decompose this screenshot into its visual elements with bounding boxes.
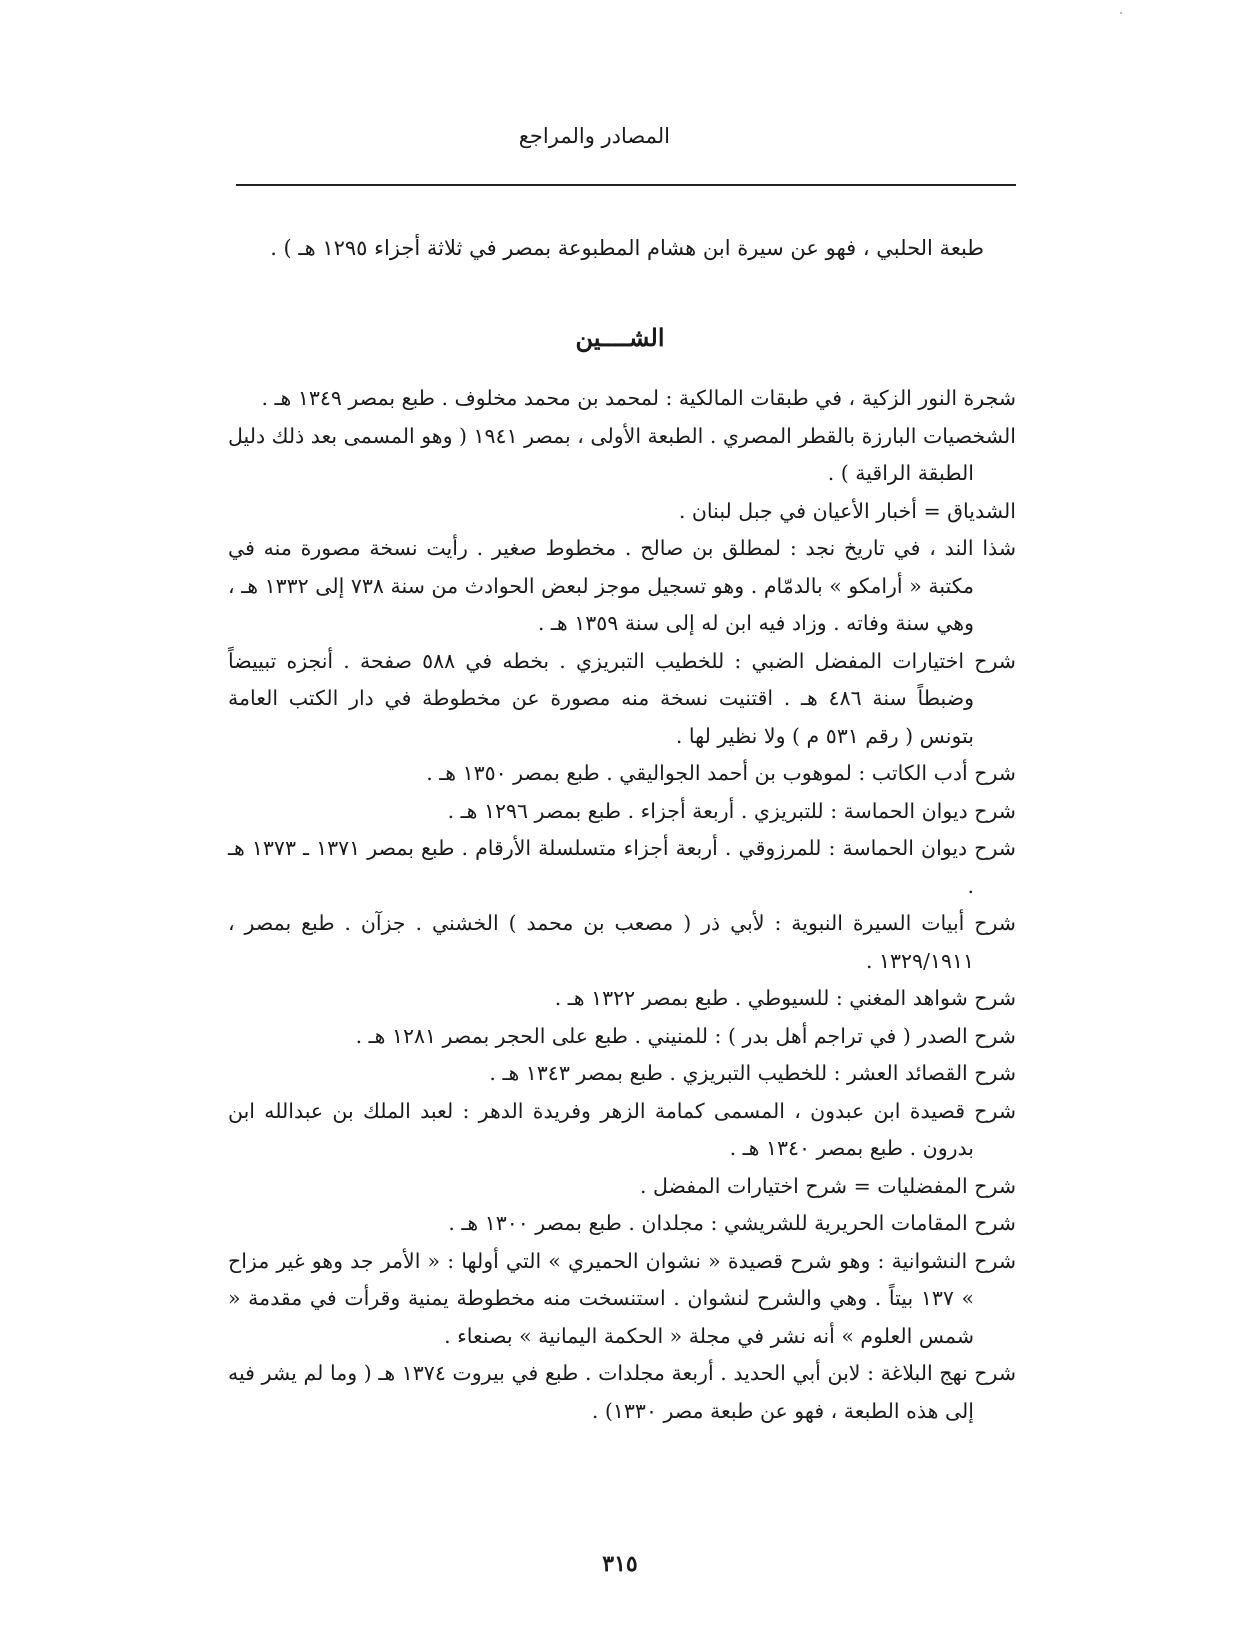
bibliography-entry: شذا الند ، في تاريخ نجد : لمطلق بن صالح . مخطوط صغير . رأيت نسخة مصورة منه في مكتبة « أرامكو » بالدمّام . وهو تسجيل موجز لبعض الحوادث من سنة ٧٣٨ إلى ١٣٣٢ هـ ، وهي سنة وفاته . وزاد فيه ابن له إلى سنة ١٣٥٩ هـ . [228, 536, 1016, 635]
bibliography-entry: شرح قصيدة ابن عبدون ، المسمى كمامة الزهر وفريدة الدهر : لعبد الملك بن عبدالله ابن بدرون . طبع بمصر ١٣٤٠ هـ . [228, 1098, 1016, 1160]
bibliography-entry: الشخصيات البارزة بالقطر المصري . الطبعة الأولى ، بمصر ١٩٤١ ( وهو المسمى بعد ذلك دليل الطبقة الراقية ) . [228, 423, 1016, 485]
bibliography-entry: شرح أبيات السيرة النبوية : لأبي ذر ( مصعب بن محمد ) الخشني . جزآن . طبع بمصر ، ١٣٢٩/١٩١١ . [228, 911, 1016, 973]
bibliography-entry: شرح أدب الكاتب : لموهوب بن أحمد الجواليقي . طبع بمصر ١٣٥٠ هـ . [426, 761, 1016, 785]
bibliography-entry: شجرة النور الزكية ، في طبقات المالكية : لمحمد بن محمد مخلوف . طبع بمصر ١٣٤٩ هـ . [261, 386, 1016, 410]
page-number: ٣١٥ [602, 1551, 638, 1577]
scan-speck [1120, 12, 1122, 14]
bibliography-entries [228, 380, 1016, 1430]
bibliography-entry: شرح ديوان الحماسة : للتبريزي . أربعة أجزاء . طبع بمصر ١٢٩٦ هـ . [447, 798, 1016, 823]
bibliography-entry: شرح النشوانية : وهو شرح قصيدة « نشوان الحميري » التي أولها : « الأمر جد وهو غير مزاح » ١٣٧ بيتاً . وهي والشرح لنشوان . استنسخت منه مخطوطة يمنية وقرأت في مقدمة « شمس العلوم » أنه نشر في مجلة « الحكمة اليمانية » بصنعاء . [228, 1248, 1016, 1348]
bibliography-entry: شرح اختيارات المفضل الضبي : للخطيب التبريزي . بخطه في ٥٨٨ صفحة . أنجزه تبييضاً وضبطاً سنة ٤٨٦ هـ . اقتنيت نسخة منه مصورة عن مخطوطة في دار الكتب العامة بتونس ( رقم ٥٣١ م ) ولا نظير لها . [228, 648, 1016, 748]
bibliography-entry: شرح الصدر ( في تراجم أهل بدر ) : للمنيني . طبع على الحجر بمصر ١٢٨١ هـ . [355, 1023, 1016, 1048]
bibliography-entry: شرح ديوان الحماسة : للمرزوقي . أربعة أجزاء متسلسلة الأرقام . طبع بمصر ١٣٧١ ـ ١٣٧٣ هـ . [228, 836, 1016, 898]
continuation-line: طبعة الحلبي ، فهو عن سيرة ابن هشام المطبوعة بمصر في ثلاثة أجزاء ١٢٩٥ هـ ) . [270, 236, 984, 260]
bibliography-entry: الشدياق = أخبار الأعيان في جبل لبنان . [678, 498, 1016, 523]
bibliography-entry: شرح شواهد المغني : للسيوطي . طبع بمصر ١٣٢٢ هـ . [554, 986, 1016, 1010]
running-head: المصادر والمراجع [518, 124, 670, 148]
bibliography-entry: شرح المقامات الحريرية للشريشي : مجلدان . طبع بمصر ١٣٠٠ هـ . [448, 1211, 1016, 1235]
bibliography-entry: شرح المفضليات = شرح اختيارات المفضل . [639, 1173, 1016, 1198]
section-heading: الشــــين [575, 323, 665, 352]
header-rule [236, 184, 1016, 186]
bibliography-entry: شرح القصائد العشر : للخطيب التبريزي . طبع بمصر ١٣٤٣ هـ . [489, 1061, 1016, 1085]
bibliography-entry: شرح نهج البلاغة : لابن أبي الحديد . أربعة مجلدات . طبع في بيروت ١٣٧٤ هـ ( وما لم يشر فيه إلى هذه الطبعة ، فهو عن طبعة مصر ١٣٣٠) . [228, 1361, 1017, 1423]
